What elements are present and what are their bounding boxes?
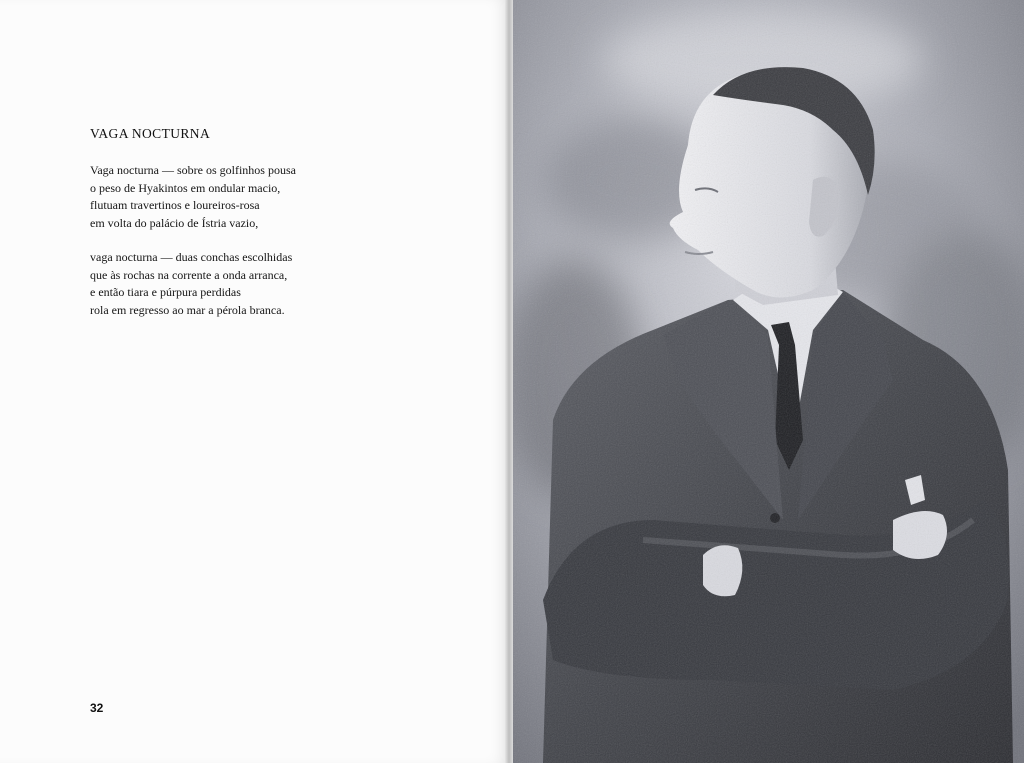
poem-stanza-2 xyxy=(90,249,292,319)
poem-line: rola em regresso ao mar a pérola branca. xyxy=(90,302,285,317)
right-page xyxy=(513,0,1024,763)
portrait-photo xyxy=(513,0,1024,763)
poem-title: VAGA NOCTURNA xyxy=(90,126,211,141)
poem-line: flutuam travertinos e loureiros-rosa xyxy=(90,198,260,213)
poem-line: Vaga nocturna — sobre os golfinhos pousa xyxy=(90,163,296,177)
poem-line: e então tiara e púrpura perdidas xyxy=(90,285,241,300)
poem-line: vaga nocturna — duas conchas escolhidas xyxy=(90,250,293,264)
poem-stanza-1 xyxy=(90,162,296,232)
book-gutter xyxy=(505,0,513,763)
photo-grain xyxy=(513,0,1024,763)
left-page xyxy=(0,0,510,763)
poem-line: que às rochas na corrente a onda arranca, xyxy=(90,267,288,282)
poem-line: em volta do palácio de Ístria vazio, xyxy=(90,215,259,230)
page-number: 32 xyxy=(90,701,104,715)
poem-line: o peso de Hyakintos em ondular macio, xyxy=(90,180,281,195)
